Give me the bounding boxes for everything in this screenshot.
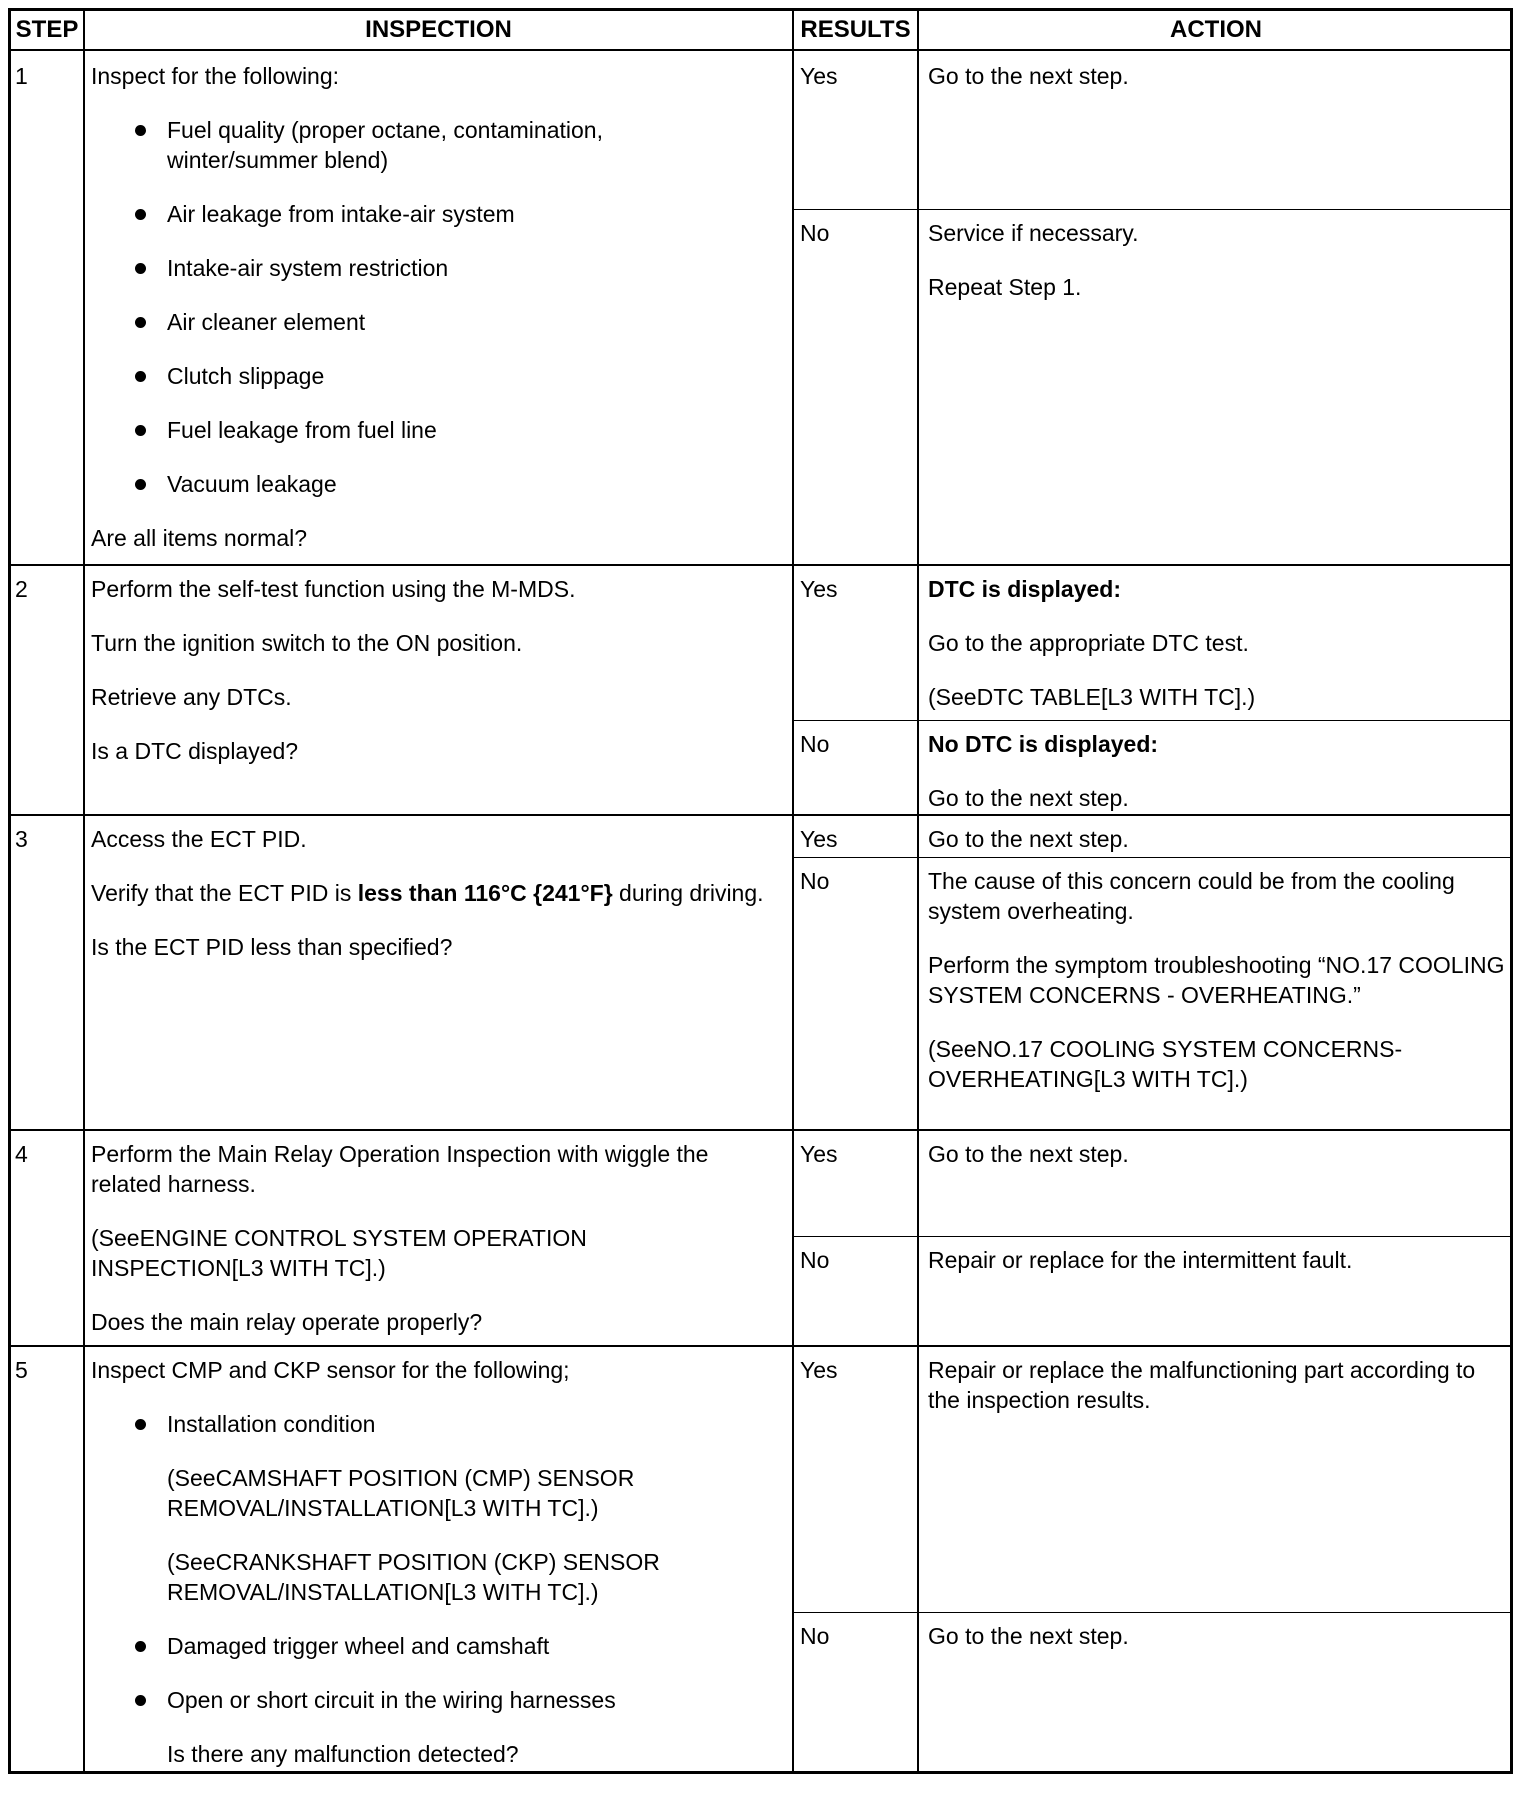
header-results: RESULTS [800, 16, 911, 43]
bullet-item: Installation condition [91, 1409, 781, 1439]
inspection-text: Retrieve any DTCs. [91, 684, 292, 710]
result-yes: Yes [800, 1357, 838, 1383]
result-no: No [800, 1247, 830, 1273]
inspection-reference: (SeeENGINE CONTROL SYSTEM OPERATION INSPECTION[L3 WITH TC].) [91, 1225, 587, 1281]
result-yes: Yes [800, 1141, 838, 1167]
action-text: Go to the appropriate DTC test. [928, 630, 1249, 656]
inspection-text: Perform the self-test function using the M-MDS. [91, 576, 576, 602]
header-inspection: INSPECTION [365, 16, 512, 43]
inspection-question: Does the main relay operate properly? [91, 1309, 483, 1335]
inspection-question: Is the ECT PID less than specified? [91, 934, 453, 960]
action-text: Go to the next step. [928, 1141, 1129, 1167]
bullet-item: Damaged trigger wheel and camshaft [91, 1631, 781, 1661]
action-text: Go to the next step. [928, 1623, 1129, 1649]
result-divider [792, 857, 1510, 858]
troubleshooting-table [8, 8, 1513, 1774]
header-step: STEP [15, 16, 79, 43]
row-divider [11, 1345, 1510, 1347]
inspection-text: Access the ECT PID. [91, 826, 307, 852]
row-divider [11, 1129, 1510, 1131]
action-cell [928, 1355, 1508, 1415]
specification-value: less than 116°C {241°F} [357, 880, 613, 906]
inspection-cell [91, 824, 781, 962]
bullet-item: Fuel quality (proper octane, contamination, winter/summer blend) [91, 115, 781, 175]
result-no: No [800, 868, 830, 894]
step-number: 5 [15, 1357, 28, 1383]
step-number: 4 [15, 1141, 28, 1167]
action-cell [928, 866, 1508, 1094]
bullet-item: Fuel leakage from fuel line [91, 415, 781, 445]
action-text: Go to the next step. [928, 63, 1129, 89]
bullet-item: Open or short circuit in the wiring harnesses [91, 1685, 781, 1715]
inspection-intro: Inspect for the following: [91, 63, 340, 89]
action-text: The cause of this concern could be from the cooling system overheating. [928, 868, 1455, 924]
action-cell [928, 1245, 1508, 1275]
inspection-text-part: during driving. [612, 880, 764, 906]
action-reference: (SeeDTC TABLE[L3 WITH TC].) [928, 684, 1256, 710]
inspection-cell [91, 1139, 781, 1337]
step-number: 1 [15, 63, 28, 89]
action-heading: DTC is displayed: [928, 576, 1121, 602]
action-heading: No DTC is displayed: [928, 731, 1159, 757]
inspection-text: Turn the ignition switch to the ON position. [91, 630, 523, 656]
action-text: Repair or replace for the intermittent fault. [928, 1247, 1353, 1273]
action-text: Service if necessary. [928, 220, 1139, 246]
action-text: Go to the next step. [928, 785, 1129, 811]
result-no: No [800, 731, 830, 757]
inspection-cell [91, 1355, 781, 1793]
action-text: Repair or replace the malfunctioning part according to the inspection results. [928, 1357, 1476, 1413]
result-divider [792, 1612, 1510, 1613]
bullet-item: Vacuum leakage [91, 469, 781, 499]
result-yes: Yes [800, 576, 838, 602]
inspection-question: Is a DTC displayed? [91, 738, 299, 764]
result-divider [792, 209, 1510, 210]
row-divider [11, 564, 1510, 566]
inspection-text-part: Verify that the ECT PID is [91, 880, 358, 906]
action-cell [928, 61, 1508, 91]
action-text: Repeat Step 1. [928, 274, 1082, 300]
step-number: 2 [15, 576, 28, 602]
inspection-text [91, 878, 781, 908]
bullet-item: Air cleaner element [91, 307, 781, 337]
inspection-reference: (SeeCRANKSHAFT POSITION (CKP) SENSOR REMOVAL/INSTALLATION[L3 WITH TC].) [167, 1549, 660, 1605]
column-divider [83, 11, 85, 1771]
column-divider [917, 11, 919, 1771]
row-divider [11, 814, 1510, 816]
table-header [11, 11, 1510, 51]
action-cell [928, 1139, 1508, 1169]
result-divider [792, 720, 1510, 721]
action-text: Perform the symptom troubleshooting “NO.17 COOLING SYSTEM CONCERNS - OVERHEATING.” [928, 952, 1505, 1008]
header-action: ACTION [1170, 16, 1262, 43]
inspection-intro: Inspect CMP and CKP sensor for the following; [91, 1357, 570, 1383]
inspection-reference: (SeeCAMSHAFT POSITION (CMP) SENSOR REMOVAL/INSTALLATION[L3 WITH TC].) [167, 1465, 635, 1521]
action-cell [928, 729, 1508, 813]
inspection-cell [91, 61, 781, 553]
inspection-text: Perform the Main Relay Operation Inspection with wiggle the related harness. [91, 1141, 709, 1197]
bullet-item: Air leakage from intake-air system [91, 199, 781, 229]
action-cell [928, 574, 1508, 712]
inspection-cell [91, 574, 781, 766]
action-cell [928, 218, 1508, 302]
result-no: No [800, 1623, 830, 1649]
action-text: Go to the next step. [928, 826, 1129, 852]
bullet-item: Intake-air system restriction [91, 253, 781, 283]
bullet-item: Clutch slippage [91, 361, 781, 391]
action-reference: (SeeNO.17 COOLING SYSTEM CONCERNS-OVERHEATING[L3 WITH TC].) [928, 1036, 1403, 1092]
inspection-question: Are all items normal? [91, 525, 308, 551]
result-divider [792, 1236, 1510, 1237]
result-yes: Yes [800, 826, 838, 852]
column-divider [792, 11, 794, 1771]
inspection-question: Is there any malfunction detected? [167, 1741, 519, 1767]
step-number: 3 [15, 826, 28, 852]
action-cell [928, 1621, 1508, 1651]
result-yes: Yes [800, 63, 838, 89]
action-cell [928, 824, 1508, 854]
result-no: No [800, 220, 830, 246]
